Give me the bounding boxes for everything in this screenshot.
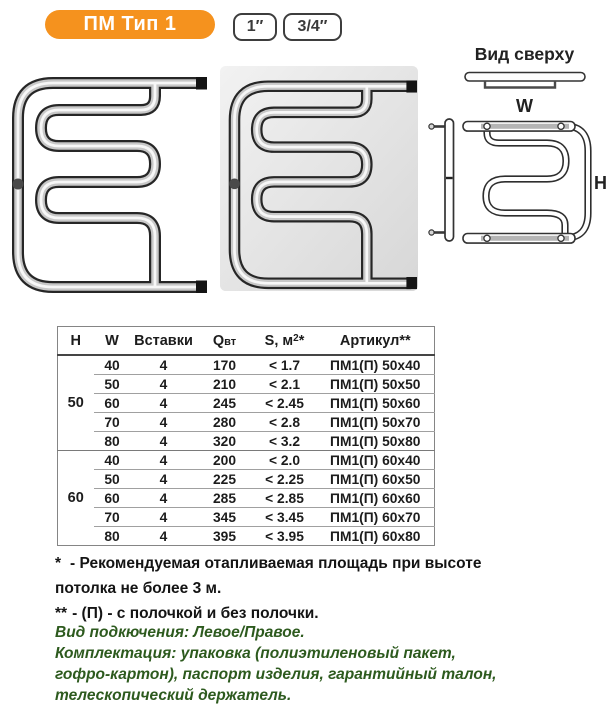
spec-cell: 200 <box>197 451 253 470</box>
spec-cell: ПМ1(П) 50x50 <box>317 375 435 394</box>
spec-cell: < 2.85 <box>253 489 317 508</box>
spec-cell: 345 <box>197 508 253 527</box>
spec-cell: 225 <box>197 470 253 489</box>
spec-cell: 80 <box>94 527 131 546</box>
spec-cell: < 2.25 <box>253 470 317 489</box>
front-view-diagram <box>425 112 609 252</box>
spec-cell: < 2.1 <box>253 375 317 394</box>
spec-cell: ПМ1(П) 60x80 <box>317 527 435 546</box>
h-group-cell: 60 <box>58 451 94 546</box>
pipe-end-cap <box>406 80 417 92</box>
product-type-badge: ПМ Тип 1 <box>45 10 215 39</box>
spec-cell: ПМ1(П) 60x60 <box>317 489 435 508</box>
h-group-cell: 50 <box>58 355 94 451</box>
spec-cell: ПМ1(П) 50x60 <box>317 394 435 413</box>
coil-outline <box>486 126 588 238</box>
pipe-size-badge-3-4inch: 3/4″ <box>283 13 342 41</box>
spec-cell: 40 <box>94 451 131 470</box>
spec-cell: 4 <box>131 394 197 413</box>
spec-cell: 70 <box>94 413 131 432</box>
spec-cell: < 1.7 <box>253 355 317 375</box>
table-row <box>58 527 435 546</box>
footnote-text: - (П) - с полочкой и без полочки. <box>72 605 319 622</box>
height-dimension-label: H <box>594 173 607 193</box>
shelf-bracket <box>485 81 555 88</box>
spec-cell: < 2.8 <box>253 413 317 432</box>
spec-cell: ПМ1(П) 60x70 <box>317 508 435 527</box>
product-details <box>55 622 513 705</box>
table-row <box>58 451 435 470</box>
shelf-bar <box>465 73 585 82</box>
footnotes <box>55 551 495 626</box>
spec-cell: 245 <box>197 394 253 413</box>
shelf-top-view-diagram <box>440 66 609 96</box>
spec-cell: 4 <box>131 470 197 489</box>
spec-cell: ПМ1(П) 50x80 <box>317 432 435 451</box>
spec-cell: 4 <box>131 489 197 508</box>
spec-table-body <box>58 355 435 546</box>
pipe-size-badge-1inch: 1″ <box>233 13 277 41</box>
col-header-s: S, $м^2*$ <box>253 327 317 356</box>
side-view-diagram <box>429 119 454 241</box>
col-header-h: H <box>58 327 94 356</box>
col-header-q: Qвт <box>197 327 253 356</box>
spec-cell: ПМ1(П) 50x70 <box>317 413 435 432</box>
spec-cell: < 2.0 <box>253 451 317 470</box>
spec-cell: 60 <box>94 489 131 508</box>
spec-cell: 4 <box>131 451 197 470</box>
col-header-article: Артикул** <box>317 327 435 356</box>
spec-cell: 50 <box>94 375 131 394</box>
spec-cell: 4 <box>131 375 197 394</box>
towel-rail-photo-2 <box>220 62 418 295</box>
table-row <box>58 489 435 508</box>
footnote-marker: * <box>55 555 62 572</box>
wall-mount-nub <box>13 179 24 190</box>
package-contents-line: Комплектация: упаковка (полиэтиленовый пакет, гофро-картон), паспорт изделия, гарантийный талон, телескопический держатель. <box>55 645 497 704</box>
spec-cell: 210 <box>197 375 253 394</box>
pipe-end-cap <box>196 77 207 90</box>
table-row <box>58 355 435 375</box>
footnote-marker: ** <box>55 605 68 622</box>
footnote-area <box>55 551 495 601</box>
spec-cell: 170 <box>197 355 253 375</box>
table-row <box>58 470 435 489</box>
table-header-row <box>58 327 435 356</box>
connection-type-line: Вид подкючения: Левое/Правое. <box>55 624 305 641</box>
towel-rail-drawing-1 <box>13 77 208 293</box>
table-row <box>58 375 435 394</box>
spec-cell: 4 <box>131 508 197 527</box>
spec-cell: 4 <box>131 355 197 375</box>
wall-mount-nub <box>229 179 240 190</box>
spec-cell: < 2.45 <box>253 394 317 413</box>
towel-rail-photo-1 <box>3 62 208 295</box>
table-row <box>58 432 435 451</box>
spec-cell: 70 <box>94 508 131 527</box>
pipe-end-cap <box>406 277 417 289</box>
top-view-label: Вид сверху <box>474 44 575 64</box>
table-row <box>58 394 435 413</box>
pipe-end-cap <box>196 281 207 294</box>
spec-cell: < 3.95 <box>253 527 317 546</box>
spec-cell: 395 <box>197 527 253 546</box>
spec-cell: < 3.45 <box>253 508 317 527</box>
col-header-w: W <box>94 327 131 356</box>
spec-cell: 50 <box>94 470 131 489</box>
width-dimension-label: W <box>516 96 533 116</box>
spec-cell: 4 <box>131 527 197 546</box>
spec-cell: 285 <box>197 489 253 508</box>
footnote-text: - Рекомендуемая отапливаемая площадь при высоте потолка не более 3 м. <box>55 555 482 597</box>
spec-cell: ПМ1(П) 60x40 <box>317 451 435 470</box>
spec-cell: ПМ1(П) 50x40 <box>317 355 435 375</box>
table-row <box>58 508 435 527</box>
spec-cell: 60 <box>94 394 131 413</box>
spec-cell: 40 <box>94 355 131 375</box>
col-header-inserts: Вставки <box>131 327 197 356</box>
spec-cell: 280 <box>197 413 253 432</box>
spec-cell: 4 <box>131 413 197 432</box>
table-row <box>58 413 435 432</box>
spec-cell: 80 <box>94 432 131 451</box>
spec-table <box>57 326 435 546</box>
spec-cell: < 3.2 <box>253 432 317 451</box>
spec-cell: 320 <box>197 432 253 451</box>
spec-cell: ПМ1(П) 60x50 <box>317 470 435 489</box>
spec-cell: 4 <box>131 432 197 451</box>
